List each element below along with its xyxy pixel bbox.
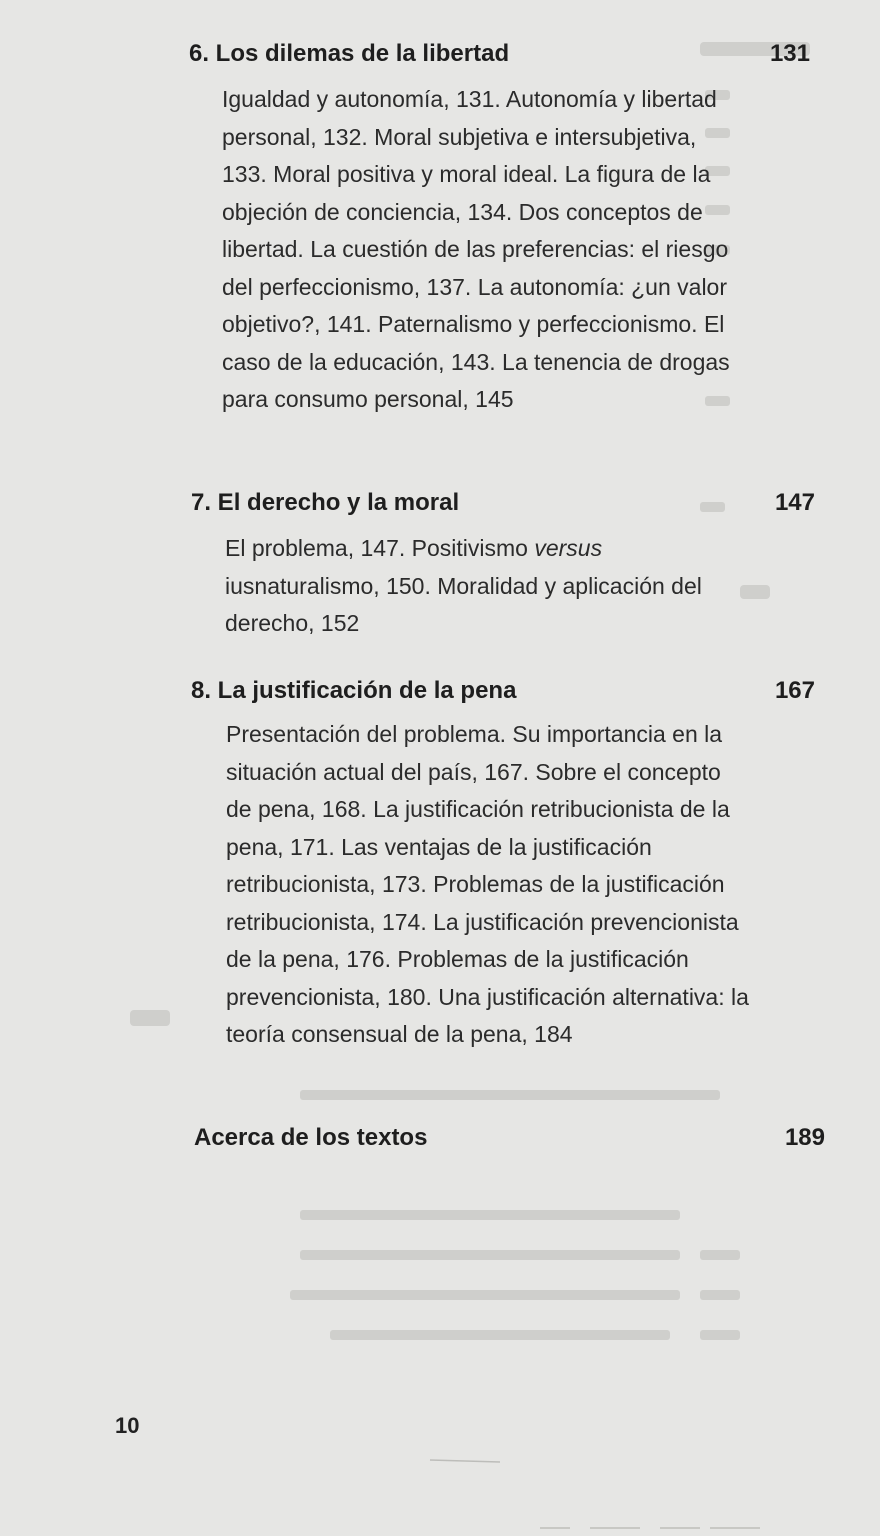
chapter-6-title: 6. Los dilemas de la libertad	[189, 40, 510, 67]
chapter-7-summary-italic: versus	[534, 535, 603, 561]
chapter-7-title: 7. El derecho y la moral	[191, 489, 460, 516]
appendix-page-number: 189	[784, 1124, 825, 1151]
page-folio: 10	[115, 1413, 140, 1438]
chapter-7-summary	[225, 530, 745, 643]
chapter-6-summary: Igualdad y autonomía, 131. Autonomía y libertad personal, 132. Moral subjetiva e intersubjetiva, 133. Moral positiva y moral ideal. La figura de la objeción de conciencia, 134. Dos conceptos de libertad. La cuestión de las preferencias: el riesgo del perfeccionismo, 137. La autonomía: ¿un valor objetivo?, 141. Paternalismo y perfeccionismo. El caso de la educación, 143. La tenencia de drogas para consumo personal, 145	[222, 86, 730, 412]
chapter-7-summary-part-1: El problema, 147. Positivismo	[225, 535, 535, 561]
chapter-7-page-number: 147	[774, 489, 815, 516]
chapter-8-page-number: 167	[774, 677, 815, 704]
chapter-6-page-number: 131	[769, 40, 810, 67]
chapter-8-summary: Presentación del problema. Su importancia en la situación actual del país, 167. Sobre el concepto de pena, 168. La justificación retribucionista de la pena, 171. Las ventajas de la justificación retribucionista, 173. Problemas de la justificación retribucionista, 174. La justificación prevencionista de la pena, 176. Problemas de la justificación prevencionista, 180. Una justificación alternativa: la teoría consensual de la pena, 184	[226, 721, 749, 1047]
chapter-8-title: 8. La justificación de la pena	[191, 677, 517, 704]
chapter-7-summary-part-2: iusnaturalismo, 150. Moralidad y aplicación del derecho, 152	[225, 572, 702, 636]
appendix-title: Acerca de los textos	[194, 1124, 428, 1151]
